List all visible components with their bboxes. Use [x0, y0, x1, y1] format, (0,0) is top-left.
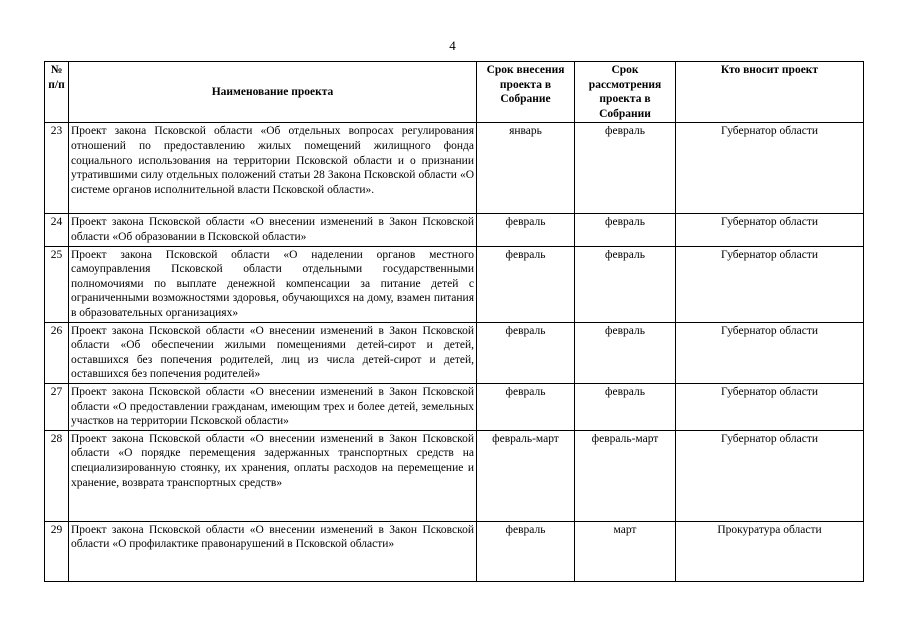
submit-term: февраль: [477, 521, 575, 581]
submitter: Губернатор области: [676, 322, 864, 383]
table-row: [45, 214, 864, 246]
submit-term: январь: [477, 123, 575, 214]
project-title: Проект закона Псковской области «О внесении изменений в Закон Псковской области «О предоставлении гражданам, имеющим трех и более детей, земельных участков на территории Псковской области»: [69, 383, 477, 430]
project-title: Проект закона Псковской области «О наделении органов местного самоуправления Псковской области отдельными государственными полномочиями по выплате денежной компенсации за питание детей с ограниченными возможностями здоровья, обучающихся на дому, взамен питания в образовательных организациях»: [69, 246, 477, 322]
project-title: Проект закона Псковской области «Об отдельных вопросах регулирования отношений по предоставлению жилых помещений жилищного фонда социального использования на территории Псковской области и о признании утратившими силу отдельных положений статьи 28 Закона Псковской области «О системе органов исполнительной власти Псковской области».: [69, 123, 477, 214]
row-number: 28: [45, 430, 69, 521]
table-row: [45, 383, 864, 430]
header-num: № п/п: [45, 62, 69, 123]
submitter: Губернатор области: [676, 246, 864, 322]
header-who: Кто вносит проект: [676, 62, 864, 123]
review-term: февраль-март: [575, 430, 676, 521]
project-title: Проект закона Псковской области «О внесении изменений в Закон Псковской области «Об обеспечении жилыми помещениями детей-сирот и детей, оставшихся без попечения родителей, лиц из числа детей-сирот и детей, оставшихся без попечения родителей»: [69, 322, 477, 383]
review-term: февраль: [575, 246, 676, 322]
submitter: Губернатор области: [676, 214, 864, 246]
submit-term: февраль: [477, 383, 575, 430]
row-number: 24: [45, 214, 69, 246]
row-number: 27: [45, 383, 69, 430]
submit-term: февраль: [477, 214, 575, 246]
submit-term: февраль-март: [477, 430, 575, 521]
submit-term: февраль: [477, 246, 575, 322]
review-term: февраль: [575, 383, 676, 430]
review-term: февраль: [575, 322, 676, 383]
review-term: февраль: [575, 214, 676, 246]
header-review: Срок рассмотрения проекта в Собрании: [575, 62, 676, 123]
review-term: февраль: [575, 123, 676, 214]
header-submit: Срок внесения проекта в Собрание: [477, 62, 575, 123]
submitter: Губернатор области: [676, 430, 864, 521]
header-name: Наименование проекта: [69, 62, 477, 123]
projects-table: [44, 61, 864, 582]
submitter: Прокуратура области: [676, 521, 864, 581]
row-number: 29: [45, 521, 69, 581]
project-title: Проект закона Псковской области «О внесении изменений в Закон Псковской области «О порядке перемещения задержанных транспортных средств на специализированную стоянку, их хранения, оплаты расходов на перемещение и хранение, возврата транспортных средств»: [69, 430, 477, 521]
project-title: Проект закона Псковской области «О внесении изменений в Закон Псковской области «Об образовании в Псковской области»: [69, 214, 477, 246]
project-title: Проект закона Псковской области «О внесении изменений в Закон Псковской области «О профилактике правонарушений в Псковской области»: [69, 521, 477, 581]
header-row: [45, 62, 864, 123]
submit-term: февраль: [477, 322, 575, 383]
table-row: [45, 430, 864, 521]
row-number: 23: [45, 123, 69, 214]
review-term: март: [575, 521, 676, 581]
submitter: Губернатор области: [676, 123, 864, 214]
table-row: [45, 123, 864, 214]
submitter: Губернатор области: [676, 383, 864, 430]
table-row: [45, 246, 864, 322]
row-number: 26: [45, 322, 69, 383]
table-row: [45, 322, 864, 383]
table-row: [45, 521, 864, 581]
row-number: 25: [45, 246, 69, 322]
page-number: 4: [449, 38, 456, 53]
